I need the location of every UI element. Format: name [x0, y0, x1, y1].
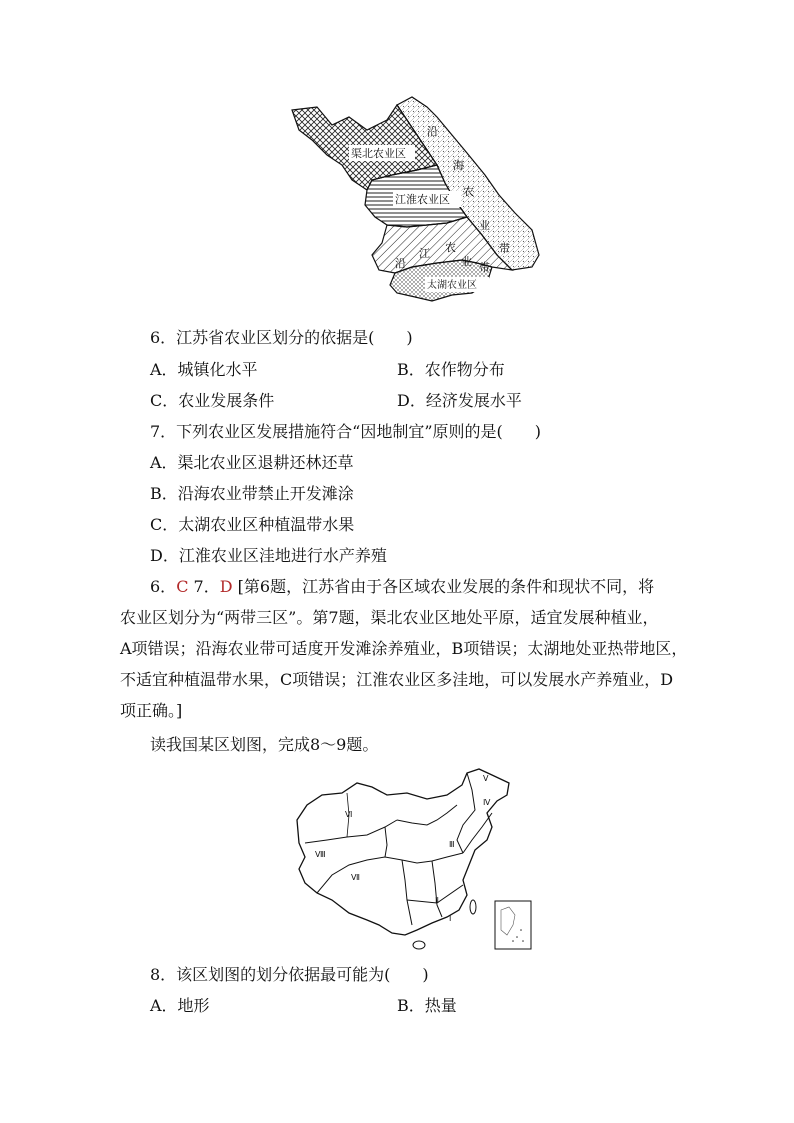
intro-text: 读我国某区划图，完成8～9题。: [150, 735, 379, 754]
china-region-map: [287, 765, 537, 955]
river-label-2: 江: [419, 247, 430, 260]
region-label-vi: Ⅵ: [345, 810, 353, 819]
answer-q7-number: 7．: [193, 577, 220, 596]
region-label-viii: Ⅷ: [315, 850, 326, 859]
q8-stem: 8．该区划图的划分依据最可能为( ): [150, 965, 429, 984]
coastal-label-1: 沿: [427, 125, 438, 138]
q7-option-c: C．太湖农业区种植温带水果: [150, 515, 355, 534]
china-outline: [297, 769, 509, 935]
q6-option-a: A．城镇化水平: [150, 360, 258, 379]
answer-explanation-2: 农业区划分为“两带三区”。第7题，渠北农业区地处平原，适宜发展种植业，: [120, 608, 659, 627]
river-label-3: 农: [445, 241, 456, 254]
q6-option-b: B．农作物分布: [397, 360, 505, 379]
jiangsu-agri-zone-map: [287, 95, 542, 320]
answer-q7-letter: D: [219, 577, 233, 596]
q8-option-a: A．地形: [150, 996, 210, 1015]
answer-explanation-5: 项正确。]: [120, 701, 183, 720]
answer-explanation-4: 不适宜种植温带水果，C项错误；江淮农业区多洼地，可以发展水产养殖业，D: [120, 670, 674, 689]
region-label-iii: Ⅲ: [449, 840, 455, 849]
region-label-vii: Ⅶ: [351, 873, 360, 882]
q7-option-b: B．沿海农业带禁止开发滩涂: [150, 484, 354, 503]
answer-line-1: [150, 577, 654, 597]
river-label-5: 带: [479, 261, 490, 274]
answer-explanation-3: A项错误；沿海农业带可适度开发滩涂养殖业，B项错误；太湖地处亚热带地区，: [120, 639, 688, 658]
region-label-i: Ⅰ: [449, 914, 452, 923]
river-label-4: 业: [461, 255, 472, 268]
answer-q6-number: 6．: [150, 577, 177, 596]
q6-option-d: D．经济发展水平: [397, 391, 522, 410]
coastal-label-4: 业: [479, 219, 490, 232]
answer-explanation-1: [第6题，江苏省由于各区域农业发展的条件和现状不同，将: [237, 577, 655, 596]
river-label-1: 沿: [395, 257, 406, 270]
taihu-label: 太湖农业区: [427, 280, 477, 291]
coastal-label-2: 海: [453, 159, 464, 172]
jianghuai-label: 江淮农业区: [395, 193, 450, 206]
q6-stem: 6．江苏省农业区划分的依据是( ): [150, 328, 413, 347]
q7-option-d: D．江淮农业区洼地进行水产养殖: [150, 546, 387, 565]
q8-option-b: B．热量: [397, 996, 457, 1015]
region-label-ii: Ⅱ: [435, 896, 439, 905]
q6-option-c: C．农业发展条件: [150, 391, 275, 410]
q7-stem: 7．下列农业区发展措施符合“因地制宜”原则的是( ): [150, 422, 542, 441]
qubei-label: 渠北农业区: [351, 147, 406, 160]
coastal-label-3: 农: [463, 185, 474, 198]
q7-option-a: A．渠北农业区退耕还林还草: [150, 453, 354, 472]
answer-q6-letter: C: [176, 577, 189, 596]
region-label-iv: Ⅳ: [483, 798, 491, 807]
region-label-v: Ⅴ: [483, 774, 489, 783]
coastal-label-5: 带: [499, 242, 510, 255]
